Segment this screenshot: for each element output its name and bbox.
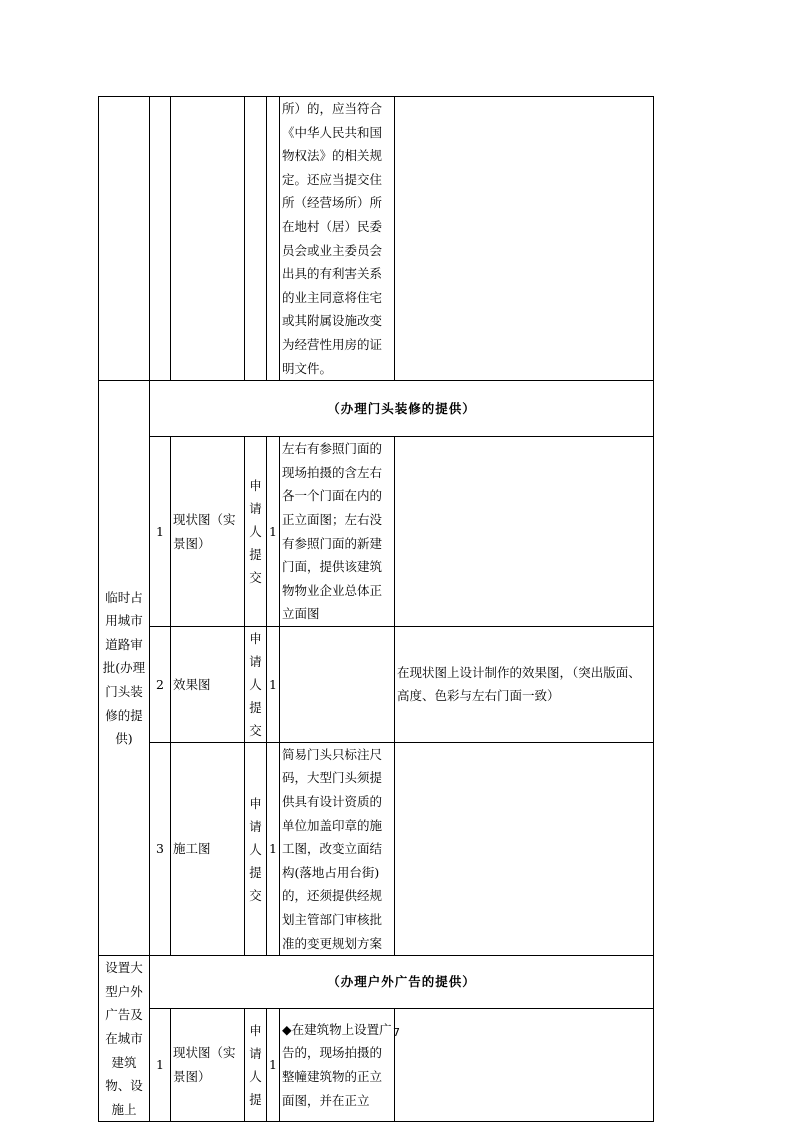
requirement-cell: 所）的，应当符合《中华人民共和国物权法》的相关规定。还应当提交住所（经营场所）所在地村（居）民委员会或业主委员会出具的有利害关系的业主同意将住宅或其附属设施改变为经营性用房的证明文件。 xyxy=(280,97,395,381)
section-header: （办理门头装修的提供） xyxy=(150,381,654,437)
material-requirement: 左右有参照门面的现场拍摄的含左右各一个门面在内的正立面图；左右没有参照门面的新建门面，提供该建筑物物业企业总体正立面图 xyxy=(280,437,395,627)
item-number: 1 xyxy=(150,1008,171,1122)
index-cell xyxy=(150,97,171,381)
item-number: 2 xyxy=(150,626,171,742)
copies: 1 xyxy=(267,742,280,955)
copies-cell xyxy=(267,97,280,381)
table-row xyxy=(99,97,654,381)
copies: 1 xyxy=(267,1008,280,1122)
material-requirement: 简易门头只标注尺码，大型门头须提供具有设计资质的单位加盖印章的施工图，改变立面结构(落地占用台街)的，还须提供经规划主管部门审核批准的变更规划方案 xyxy=(280,742,395,955)
category-label: 临时占用城市道路审批(办理门头装修的提供) xyxy=(99,381,150,956)
table-row xyxy=(99,742,654,955)
material-source: 申请人提交 xyxy=(245,437,267,627)
section-header-row xyxy=(99,956,654,1008)
copies: 1 xyxy=(267,437,280,627)
table-row xyxy=(99,437,654,627)
category-label: 设置大型户外广告及在城市建筑物、设施上 xyxy=(99,956,150,1122)
item-number: 1 xyxy=(150,437,171,627)
material-source: 申请人提交 xyxy=(245,626,267,742)
note-cell xyxy=(395,97,654,381)
material-requirement xyxy=(280,626,395,742)
material-note xyxy=(395,742,654,955)
copies: 1 xyxy=(267,626,280,742)
material-name: 现状图（实景图） xyxy=(171,1008,245,1122)
material-name: 效果图 xyxy=(171,626,245,742)
material-requirement: ◆在建筑物上设置广告的，现场拍摄的整幢建筑物的正立面图，并在正立 xyxy=(280,1008,395,1122)
material-name: 现状图（实景图） xyxy=(171,437,245,627)
table-row xyxy=(99,626,654,742)
item-number: 3 xyxy=(150,742,171,955)
page-number: 7 xyxy=(393,1026,400,1039)
material-name: 施工图 xyxy=(171,742,245,955)
material-note: 在现状图上设计制作的效果图，（突出版面、高度、色彩与左右门面一致） xyxy=(395,626,654,742)
material-source: 申请人提 xyxy=(245,1008,267,1122)
materials-table xyxy=(98,96,654,1122)
material-source: 申请人提交 xyxy=(245,742,267,955)
source-cell xyxy=(245,97,267,381)
material-note xyxy=(395,437,654,627)
category-cell xyxy=(99,97,150,381)
section-header: （办理户外广告的提供） xyxy=(150,956,654,1008)
material-name-cell xyxy=(171,97,245,381)
section-header-row xyxy=(99,381,654,437)
